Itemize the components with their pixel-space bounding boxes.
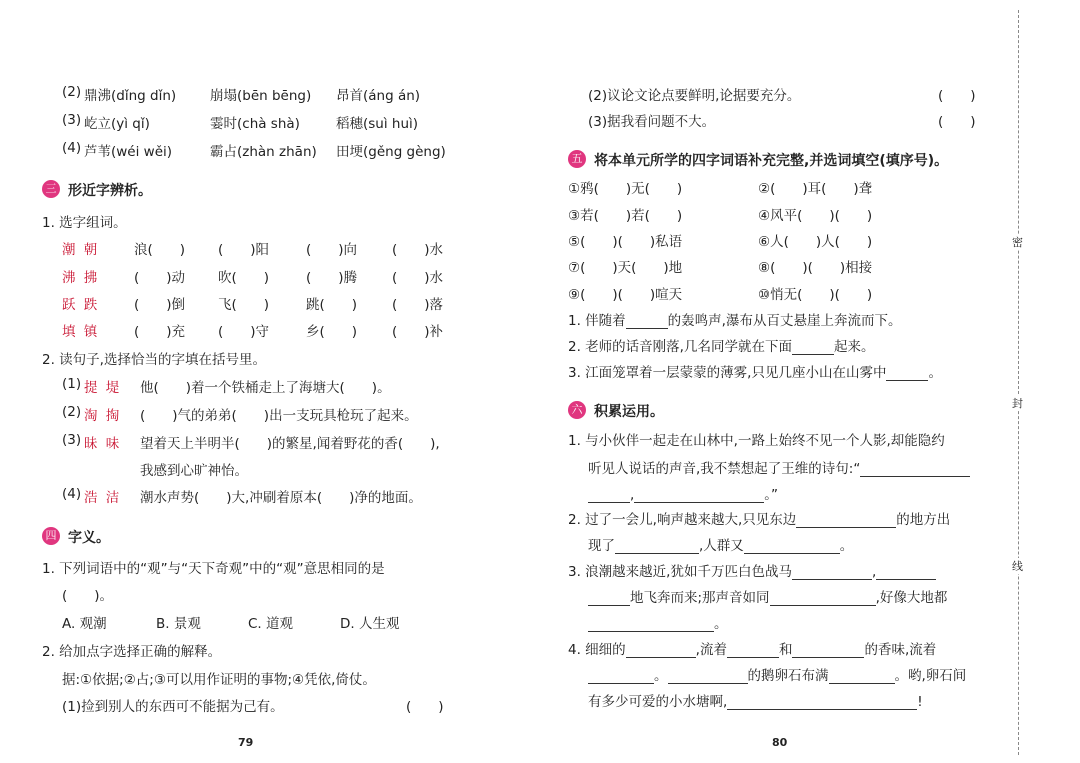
sentence-number: (3) (62, 432, 82, 448)
page-number: 80 (772, 736, 788, 749)
char-pair: 潮 朝 (62, 242, 100, 258)
sentence-text: 望着天上半明半( )的繁星,闻着野花的香( ), (140, 436, 440, 452)
pinyin-row-4: (4) (62, 140, 82, 156)
idiom-blank[interactable]: ④风平( )( ) (758, 208, 873, 224)
idiom-blank[interactable]: ③若( )若( ) (568, 208, 683, 224)
answer-blank[interactable] (792, 643, 864, 658)
sentence-text: (2)议论文论点要鲜明,论据要充分。 (588, 88, 801, 104)
question-text: 1. 选字组词。 (42, 215, 127, 231)
answer-blank[interactable] (886, 366, 928, 381)
answer-paren[interactable]: ( ) (938, 88, 976, 104)
pinyin-word: 鼎沸(dǐng dǐn) (84, 88, 177, 104)
answer-paren[interactable]: ( )。 (62, 588, 114, 604)
pinyin-word: 屹立(yì qǐ) (84, 116, 150, 132)
word-blank[interactable]: ( )水 (392, 242, 444, 258)
char-pair: 填 镇 (62, 324, 100, 340)
idiom-blank[interactable]: ⑥人( )人( ) (758, 234, 873, 250)
word-blank[interactable]: ( )动 (134, 270, 186, 286)
section-badge: 五 (568, 150, 586, 168)
sentence-number: (2) (62, 404, 82, 420)
section-title: 积累运用。 (594, 404, 664, 420)
char-pair: 跃 跌 (62, 297, 100, 313)
idiom-blank[interactable]: ⑧( )( )相接 (758, 260, 873, 276)
word-blank: 浪( ) (134, 242, 186, 258)
answer-paren[interactable]: ( ) (938, 114, 976, 130)
answer-blank[interactable] (829, 669, 895, 684)
idiom-blank[interactable]: ⑨( )( )喧天 (568, 287, 683, 303)
answer-blank[interactable] (792, 565, 872, 580)
section-badge: 六 (568, 401, 586, 419)
binding-line (1018, 10, 1019, 755)
question-text: 3. 浪潮越来越近,犹如千万匹白色战马 , (568, 560, 936, 580)
option-c[interactable]: C. 道观 (248, 616, 294, 632)
answer-paren[interactable]: ( ) (406, 699, 444, 715)
option-a[interactable]: A. 观潮 (62, 616, 107, 632)
char-pair: 淘 掏 (84, 408, 122, 424)
idiom-blank[interactable]: ⑦( )天( )地 (568, 260, 683, 276)
sentence-text: 我感到心旷神怡。 (140, 463, 248, 479)
sentence-text: ( )气的弟弟( )出一支玩具枪玩了起来。 (140, 408, 418, 424)
question-text: 有多少可爱的小水塘啊, ! (588, 694, 923, 710)
answer-blank[interactable] (588, 488, 630, 503)
answer-blank[interactable] (727, 695, 917, 710)
answer-blank[interactable] (588, 669, 654, 684)
fill-sentence: 2. 老师的话音刚落,几名同学就在下面 起来。 (568, 339, 875, 355)
word-blank[interactable]: ( )落 (392, 297, 444, 313)
idiom-blank[interactable]: ②( )耳( )聋 (758, 181, 873, 197)
sentence-number: (4) (62, 486, 82, 502)
binding-label: 线 (1012, 560, 1023, 573)
sentence-text: (1)捡到别人的东西可不能据为己有。 (62, 699, 284, 715)
definition-text: 据:①依据;②占;③可以用作证明的事物;④凭依,倚仗。 (62, 672, 376, 688)
section-badge: 四 (42, 527, 60, 545)
pinyin-row-3: (3) (62, 112, 82, 128)
idiom-blank[interactable]: ①鸦( )无( ) (568, 181, 683, 197)
binding-label: 封 (1012, 397, 1023, 410)
answer-blank[interactable] (634, 488, 764, 503)
answer-blank[interactable] (727, 643, 779, 658)
word-blank[interactable]: ( )倒 (134, 297, 186, 313)
answer-blank[interactable] (588, 591, 630, 606)
word-blank[interactable]: ( )阳 (218, 242, 270, 258)
char-pair: 沸 拂 (62, 270, 100, 286)
answer-blank[interactable] (668, 669, 748, 684)
word-blank[interactable]: ( )充 (134, 324, 186, 340)
word-blank[interactable]: ( )补 (392, 324, 444, 340)
question-text: 1. 下列词语中的“观”与“天下奇观”中的“观”意思相同的是 (42, 561, 385, 577)
question-text: 1. 与小伙伴一起走在山林中,一路上始终不见一个人影,却能隐约 (568, 433, 945, 449)
answer-blank[interactable] (626, 643, 696, 658)
question-text: 听见人说话的声音,我不禁想起了王维的诗句:“ (588, 457, 970, 477)
word-blank[interactable]: ( )守 (218, 324, 270, 340)
answer-blank[interactable] (876, 565, 936, 580)
fill-sentence: 3. 江面笼罩着一层蒙蒙的薄雾,只见几座小山在山雾中 。 (568, 365, 942, 381)
word-blank[interactable]: ( )向 (306, 242, 358, 258)
idiom-blank[interactable]: ⑤( )( )私语 (568, 234, 683, 250)
char-pair: 昧 味 (84, 436, 122, 452)
pinyin-word: 芦苇(wéi wěi) (84, 144, 173, 160)
sentence-number: (1) (62, 376, 82, 392)
answer-blank[interactable] (626, 314, 668, 329)
answer-blank[interactable] (792, 340, 834, 355)
question-text: 地飞奔而来;那声音如同 ,好像大地都 (588, 586, 947, 606)
answer-blank[interactable] (744, 539, 840, 554)
answer-blank[interactable] (588, 617, 714, 632)
word-blank[interactable]: 乡( ) (306, 324, 358, 340)
pinyin-word: 稻穗(suì huì) (336, 116, 419, 132)
fill-sentence: 1. 伴随着 的轰鸣声,瀑布从百丈悬崖上奔流而下。 (568, 313, 902, 329)
word-blank[interactable]: ( )水 (392, 270, 444, 286)
question-text: 2. 读句子,选择恰当的字填在括号里。 (42, 352, 266, 368)
right-page (540, 0, 1080, 763)
idiom-blank[interactable]: ⑩悄无( )( ) (758, 287, 873, 303)
char-pair: 提 堤 (84, 380, 122, 396)
binding-label: 密 (1012, 236, 1023, 249)
pinyin-row-2: (2) (62, 84, 82, 100)
question-text: 。 的鹅卵石布满 。哟,卵石间 (588, 664, 966, 684)
option-d[interactable]: D. 人生观 (340, 616, 400, 632)
section-badge: 三 (42, 180, 60, 198)
page-number: 79 (238, 736, 254, 749)
word-blank[interactable]: 飞( ) (218, 297, 270, 313)
section-title: 将本单元所学的四字词语补充完整,并选词填空(填序号)。 (594, 153, 949, 169)
answer-line: , 。” (588, 483, 778, 503)
pinyin-word: 昂首(áng án) (336, 88, 421, 104)
option-b[interactable]: B. 景观 (156, 616, 201, 632)
pinyin-word: 田埂(gěng gèng) (336, 144, 446, 160)
answer-blank[interactable] (615, 539, 699, 554)
pinyin-word: 霸占(zhàn zhān) (210, 144, 317, 160)
word-blank[interactable]: 跳( ) (306, 297, 358, 313)
question-text: 现了 ,人群又 。 (588, 538, 854, 554)
question-text: 。 (588, 612, 728, 632)
question-text: 2. 给加点字选择正确的解释。 (42, 644, 222, 660)
question-text: 4. 细细的 ,流着 和 的香味,流着 (568, 642, 937, 658)
char-pair: 浩 洁 (84, 490, 122, 506)
pinyin-word: 霎时(chà shà) (210, 116, 300, 132)
word-blank[interactable]: ( )腾 (306, 270, 358, 286)
section-title: 形近字辨析。 (68, 183, 152, 199)
sentence-text: 潮水声势( )大,冲刷着原本( )净的地面。 (140, 490, 422, 506)
pinyin-word: 崩塌(bēn bēng) (210, 88, 312, 104)
sentence-text: (3)据我看问题不大。 (588, 114, 716, 130)
question-text: 2. 过了一会儿,响声越来越大,只见东边 的地方出 (568, 512, 951, 528)
word-blank[interactable]: 吹( ) (218, 270, 270, 286)
section-title: 字义。 (68, 530, 110, 546)
sentence-text: 他( )着一个铁桶走上了海塘大( )。 (140, 380, 391, 396)
answer-blank[interactable] (770, 591, 876, 606)
answer-blank[interactable] (860, 462, 970, 477)
answer-blank[interactable] (796, 513, 896, 528)
